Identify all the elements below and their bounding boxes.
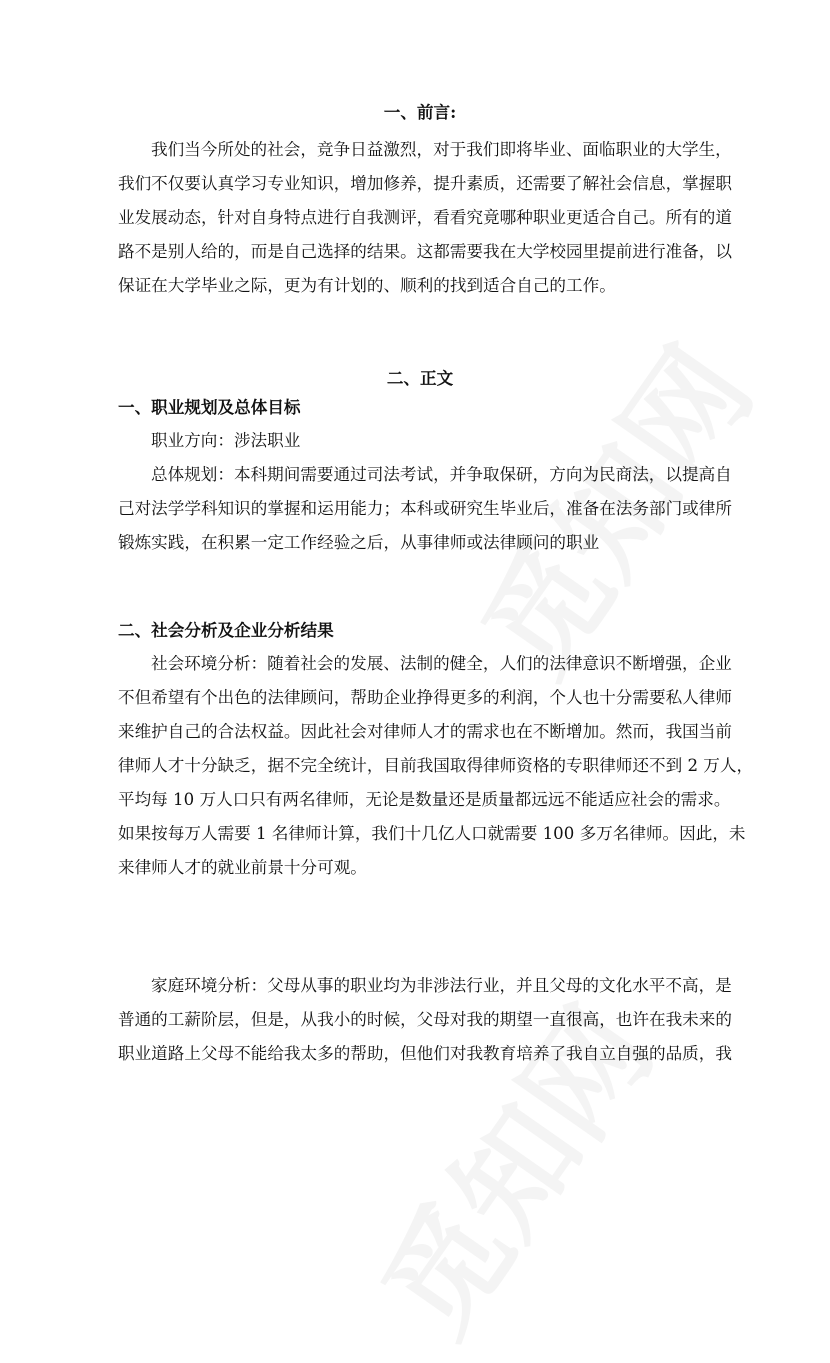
heading: 二、正文 [386,368,454,388]
text-line: 社会环境分析：随着社会的发展、法制的健全，人们的法律意识不断增强，企业 [151,654,732,673]
preface-paragraph [118,133,732,303]
text-line: 保证在大学毕业之际，更为有计划的、顺利的找到适合自己的工作。 [118,276,616,295]
text-line: 我们当今所处的社会，竞争日益激烈，对于我们即将毕业、面临职业的大学生， [151,140,732,159]
text-line: 锻炼实践，在积累一定工作经验之后，从事律师或法律顾问的职业 [118,533,600,552]
text-line: 路不是别人给的，而是自己选择的结果。这都需要我在大学校园里提前进行准备，以 [118,242,732,261]
heading: 一、前言: [383,102,457,122]
text-line: 业发展动态，针对自身特点进行自我测评，看看究竟哪种职业更适合自己。所有的道 [118,208,732,227]
social-analysis-paragraph [118,647,754,885]
heading: 二、社会分析及企业分析结果 [118,620,334,640]
text-line: 总体规划：本科期间需要通过司法考试，并争取保研，方向为民商法，以提高自 [151,465,732,484]
text-line: 来维护自己的合法权益。因此社会对律师人才的需求也在不断增加。然而，我国当前 [118,722,732,741]
text-line: 己对法学学科知识的掌握和运用能力；本科或研究生毕业后，准备在法务部门或律所 [118,499,732,518]
text-line: 来律师人才的就业前景十分可观。 [118,858,367,877]
text-line: 职业道路上父母不能给我太多的帮助，但他们对我教育培养了我自立自强的品质，我 [118,1044,732,1063]
preface-title [118,95,722,129]
text-line: 律师人才十分缺乏，据不完全统计，目前我国取得律师资格的专职律师还不到 2 万人， [118,756,754,775]
text-line: 平均每 10 万人口只有两名律师，无论是数量还是质量都远远不能适应社会的需求。 [118,790,731,809]
text-line: 职业方向：涉法职业 [151,431,301,450]
text-line: 我们不仅要认真学习专业知识，增加修养，提升素质，还需要了解社会信息，掌握职 [118,174,732,193]
heading: 一、职业规划及总体目标 [118,397,301,417]
text-line: 普通的工薪阶层，但是，从我小的时候，父母对我的期望一直很高，也许在我未来的 [118,1010,732,1029]
text-line: 如果按每万人需要 1 名律师计算，我们十几亿人口就需要 100 多万名律师。因此，未 [118,824,746,843]
text-line: 家庭环境分析：父母从事的职业均为非涉法行业，并且父母的文化水平不高，是 [151,976,732,995]
section2-heading [118,613,722,647]
family-analysis-paragraph [118,969,732,1071]
overall-plan-paragraph [118,458,732,560]
text-line: 不但希望有个出色的法律顾问，帮助企业挣得更多的利润，个人也十分需要私人律师 [118,688,732,707]
career-direction [118,424,722,458]
section1-heading [118,390,722,424]
